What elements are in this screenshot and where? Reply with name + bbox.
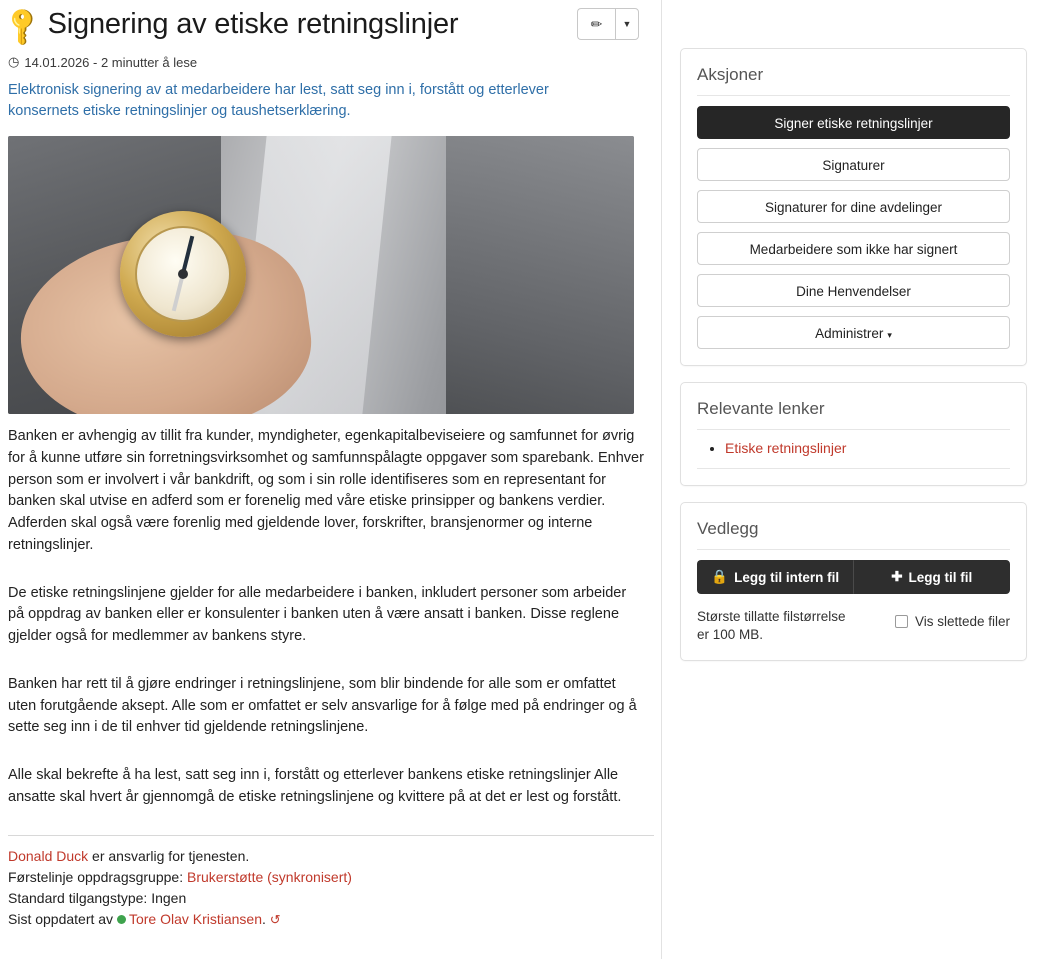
attachments-card xyxy=(680,502,1027,661)
plus-icon: ✚ xyxy=(891,569,903,584)
owner-link[interactable]: Donald Duck xyxy=(8,847,89,864)
updated-suffix: . xyxy=(262,910,266,927)
lede-paragraph: Elektronisk signering av at medarbeidere har lest, satt seg inn i, forstått og etterlever konsernets etiske retningslinjer og taushetserklæring. xyxy=(8,82,549,120)
support-group-link[interactable]: Brukerstøtte (synkronisert) xyxy=(187,868,352,885)
signatures-button[interactable]: Signaturer xyxy=(697,148,1010,181)
body-copy xyxy=(8,426,645,809)
edit-dropdown-caret-icon[interactable]: ▼ xyxy=(615,8,639,40)
your-requests-button[interactable]: Dine Henvendelser xyxy=(697,274,1010,307)
updated-label: Sist oppdatert av xyxy=(8,910,117,927)
page-title: Signering av etiske retningslinjer xyxy=(47,8,459,40)
add-internal-file-button[interactable] xyxy=(697,560,854,594)
list-item xyxy=(725,440,1010,458)
updated-line xyxy=(8,909,645,930)
show-deleted-files-label: Vis slettede filer xyxy=(914,614,1010,629)
owner-suffix: er ansvarlig for tjenesten. xyxy=(88,847,250,864)
checkbox-icon[interactable] xyxy=(895,615,908,628)
compass-hub xyxy=(178,269,188,279)
sign-guidelines-button[interactable]: Signer etiske retningslinjer xyxy=(697,106,1010,139)
meta-line xyxy=(8,54,645,70)
history-icon[interactable]: ↺ xyxy=(269,911,281,927)
attachment-buttons xyxy=(697,560,1010,594)
lock-icon: 🔒 xyxy=(711,569,729,584)
max-filesize-note: Største tillatte filstørrelse er 100 MB. xyxy=(697,609,846,643)
relevant-links-list xyxy=(697,440,1010,458)
links-underline xyxy=(697,468,1010,469)
relevant-links-title: Relevante lenker xyxy=(697,399,1010,430)
owner-line xyxy=(8,846,645,867)
meta-text: 14.01.2026 - 2 minutter å lese xyxy=(24,54,198,70)
relevant-links-card xyxy=(680,382,1027,486)
body-paragraph-3: Banken har rett til å gjøre endringer i retningslinjene, som blir bindende for alle som er omfattet uten forutgående aksept. Alle som er omfattet er selv ansvarlige for å følge med på endringer og å sette seg inn i de til enhver tid gjeldende retningslinjene. xyxy=(8,675,637,736)
unsigned-employees-button[interactable]: Medarbeidere som ikke har signert xyxy=(697,232,1010,265)
access-type-line: Standard tilgangstype: Ingen xyxy=(8,889,187,906)
key-icon: 🔑 xyxy=(0,3,46,49)
actions-title: Aksjoner xyxy=(697,65,1010,96)
attachments-title: Vedlegg xyxy=(697,519,1010,550)
compass-face xyxy=(135,226,231,322)
compass-icon xyxy=(120,211,246,337)
actions-card xyxy=(680,48,1027,366)
body-paragraph-4: Alle skal bekrefte å ha lest, satt seg inn i, forstått og etterlever bankens etiske retningslinjer Alle ansatte skal hvert år gjennomgå de etiske retningslinjene og kvittere på at det er lest og forstått. xyxy=(8,767,622,805)
add-file-button[interactable] xyxy=(854,560,1011,594)
hero-suit-right xyxy=(446,136,634,414)
administer-label: Administrer xyxy=(815,326,884,341)
link-etiske-retningslinjer[interactable]: Etiske retningslinjer xyxy=(725,440,847,456)
edit-button[interactable]: ✏ xyxy=(577,8,615,40)
footer-info xyxy=(8,846,645,930)
add-file-label: Legg til fil xyxy=(908,569,973,585)
add-internal-file-label: Legg til intern fil xyxy=(734,569,840,585)
sidebar xyxy=(662,0,1037,959)
support-label: Førstelinje oppdragsgruppe: xyxy=(8,868,187,885)
support-line xyxy=(8,867,645,888)
hero-image xyxy=(8,136,634,414)
administer-button[interactable] xyxy=(697,316,1010,349)
clock-icon: ◷ xyxy=(8,54,20,69)
title-row xyxy=(0,3,645,49)
updated-by-link[interactable]: Tore Olav Kristiansen xyxy=(128,910,263,927)
body-paragraph-1: Banken er avhengig av tillit fra kunder, myndigheter, egenkapitalbeviseiere og samfunnet for øvrig for å kunne utføre sin forretningsvirksomhet og samfunnspålagte oppgaver som sparebank. Enhver person som er involvert i vår bankdrift, og som i sin rolle identifiseres som en representant for banken skal utvise en adferd som er forenelig med våre etiske prinsipper og bankens verdier. Adferden skal også være forenlig med gjeldende lover, forskrifter, bransjenormer og interne retningslinjer. xyxy=(8,428,644,553)
footer-divider xyxy=(8,835,654,836)
edit-button-group[interactable] xyxy=(577,8,639,40)
presence-online-icon xyxy=(117,915,126,924)
signatures-departments-button[interactable]: Signaturer for dine avdelinger xyxy=(697,190,1010,223)
show-deleted-files-checkbox[interactable] xyxy=(895,614,1010,629)
attachments-footer xyxy=(697,608,1010,644)
chevron-down-icon: ▾ xyxy=(887,330,892,340)
body-paragraph-2: De etiske retningslinjene gjelder for alle medarbeidere i banken, inkludert personer som arbeider på oppdrag av banken eller er konsulenter i banken uten å være ansatt i banken. Disse reglene gjelder også for medlemmer av bankens styre. xyxy=(8,584,627,645)
